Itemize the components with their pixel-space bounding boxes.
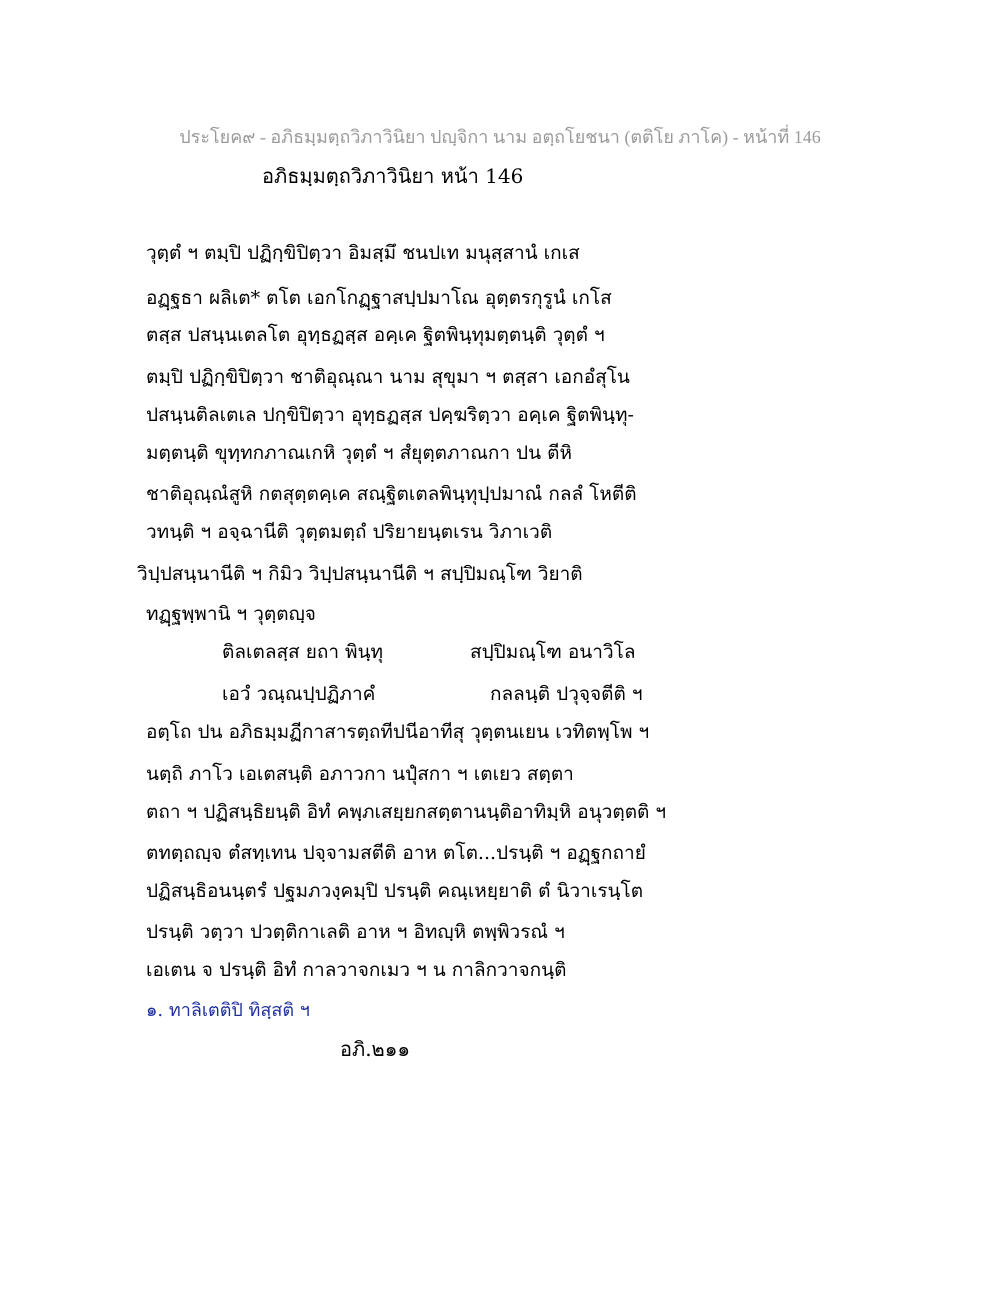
- text-line: อตฺโถ ปน อภิธมฺมฏีกาสารตฺถทีปนีอาทีสุ วุตฺตนเยน เวทิตพฺโพ ฯ: [146, 721, 650, 743]
- text-line: ตมฺปิ ปฏิกฺขิปิตฺวา ชาติอุณฺณา นาม สุขุมา ฯ ตสฺสา เอกอํสุโน: [146, 366, 630, 388]
- page-marker: อภิ.๒๑๑: [340, 1037, 411, 1061]
- text-line: ปรนฺติ วตฺวา ปวตฺติกาเลติ อาห ฯ อิทญฺหิ ตพฺพิวรณํ ฯ: [146, 921, 565, 943]
- text-line: วทนฺติ ฯ อจฺฉานีติ วุตฺตมตฺถํ ปริยายนฺตเรน วิภาเวติ: [146, 521, 553, 543]
- text-line: ปสนฺนติลเตเล ปกฺขิปิตฺวา อุทฺธฏสฺส ปคฺฆริตฺวา อคฺเค ฐิตพินฺทุ-: [146, 404, 634, 426]
- text-line: ตทตฺถญฺจ ตํสทฺเทน ปจฺจามสตีติ อาห ตโต...ปรนฺติ ฯ อฏฺฐกถายํ: [146, 842, 646, 864]
- text-line: ตสฺส ปสนฺนเตลโต อุทฺธฏสฺส อคฺเค ฐิตพินฺทุมตฺตนฺติ วุตฺตํ ฯ: [146, 324, 605, 346]
- text-line: วุตฺตํ ฯ ตมฺปิ ปฏิกฺขิปิตฺวา อิมสฺมึ ชนปเท มนุสฺสานํ เกเส: [146, 242, 580, 264]
- text-line: อฏฺฐธา ผลิเต* ตโต เอกโกฏฺฐาสปฺปมาโณ อุตฺตรกุรูนํ เกโส: [146, 287, 612, 309]
- running-header: ประโยค๙ - อภิธมฺมตฺถวิภาวินิยา ปญฺจิกา นาม อตฺถโยชนา (ตติโย ภาโค) - หน้าที่ 146: [179, 127, 821, 147]
- text-line: ปฏิสนฺธิอนนฺตรํ ปฐมภวงฺคมฺปิ ปรนฺติ คณฺเหยฺยาติ ตํ นิวาเรนฺโต: [146, 880, 644, 902]
- verse-line-2-left: เอวํ วณฺณปฺปฏิภาคํ: [222, 683, 376, 705]
- footnote: ๑. ทาลิเตติปิ ทิสฺสติ ฯ: [146, 1000, 310, 1021]
- text-line: ชาติอุณฺณํสูหิ กตสุตฺตคฺเค สณฺฐิตเตลพินฺทุปฺปมาณํ กลลํ โหตีติ: [146, 483, 637, 505]
- text-line: ทฏฺฐพฺพานิ ฯ วุตฺตญฺจ: [146, 603, 316, 625]
- text-line: ตถา ฯ ปฏิสนฺธิยนฺติ อิทํ คพฺภเสยฺยกสตฺตานนฺติอาทิมฺหิ อนุวตฺตติ ฯ: [146, 801, 667, 823]
- text-line: วิปฺปสนฺนานีติ ฯ กิมิว วิปฺปสนฺนานีติ ฯ สปฺปิมณฺโฑ วิยาติ: [137, 563, 583, 585]
- text-line: มตฺตนฺติ ขุทฺทกภาณเกหิ วุตฺตํ ฯ สํยุตฺตภาณกา ปน ตีหิ: [146, 442, 572, 464]
- page-title: อภิธมฺมตฺถวิภาวินิยา หน้า 146: [262, 164, 524, 188]
- text-line: เอเตน จ ปรนฺติ อิทํ กาลวาจกเมว ฯ น กาลิกวาจกนฺติ: [146, 959, 567, 981]
- verse-line-1-left: ติลเตลสฺส ยถา พินฺทุ: [222, 641, 384, 663]
- verse-line-1-right: สปฺปิมณฺโฑ อนาวิโล: [470, 641, 636, 663]
- verse-line-2-right: กลลนฺติ ปวุจฺจตีติ ฯ: [490, 683, 643, 705]
- text-line: นตฺถิ ภาโว เอเตสนฺติ อภาวกา นปุํสกา ฯ เตเยว สตฺตา: [146, 763, 574, 785]
